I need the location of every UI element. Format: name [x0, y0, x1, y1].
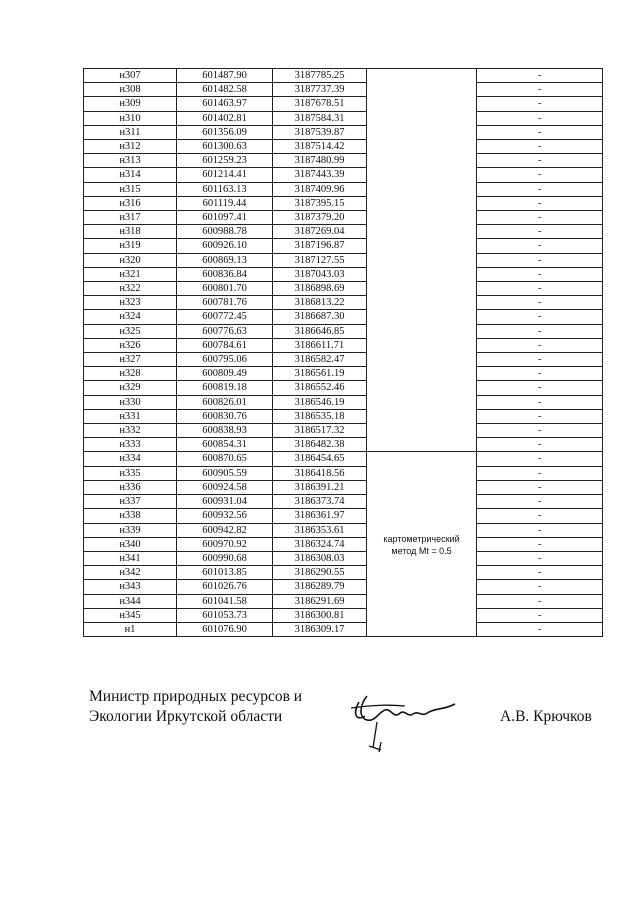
coord-y-cell: 3186309.17	[273, 622, 367, 636]
point-id-cell: н322	[84, 282, 177, 296]
coord-x-cell: 600826.01	[177, 395, 273, 409]
point-id-cell: н324	[84, 310, 177, 324]
coord-y-cell: 3187539.87	[273, 125, 367, 139]
dash-cell: -	[477, 353, 603, 367]
coord-x-cell: 601402.81	[177, 111, 273, 125]
coord-y-cell: 3187514.42	[273, 140, 367, 154]
dash-cell: -	[477, 69, 603, 83]
dash-cell: -	[477, 480, 603, 494]
table-row	[84, 140, 603, 154]
point-id-cell: н308	[84, 83, 177, 97]
point-id-cell: н312	[84, 140, 177, 154]
point-id-cell: н328	[84, 367, 177, 381]
coord-x-cell: 600772.45	[177, 310, 273, 324]
coord-y-cell: 3186561.19	[273, 367, 367, 381]
table-row	[84, 239, 603, 253]
coord-x-cell: 600926.10	[177, 239, 273, 253]
coord-y-cell: 3187043.03	[273, 267, 367, 281]
coord-y-cell: 3186552.46	[273, 381, 367, 395]
coord-y-cell: 3186361.97	[273, 509, 367, 523]
table-row	[84, 111, 603, 125]
coord-y-cell: 3187678.51	[273, 97, 367, 111]
handwritten-signature	[345, 688, 465, 758]
coord-y-cell: 3186391.21	[273, 480, 367, 494]
point-id-cell: н318	[84, 225, 177, 239]
coord-y-cell: 3186373.74	[273, 495, 367, 509]
coord-x-cell: 600990.68	[177, 551, 273, 565]
point-id-cell: н343	[84, 580, 177, 594]
coord-y-cell: 3187196.87	[273, 239, 367, 253]
coord-y-cell: 3186646.85	[273, 324, 367, 338]
dash-cell: -	[477, 125, 603, 139]
table-row	[84, 509, 603, 523]
signature-block	[89, 687, 302, 727]
dash-cell: -	[477, 225, 603, 239]
coord-y-cell: 3186290.55	[273, 566, 367, 580]
table-row	[84, 97, 603, 111]
dash-cell: -	[477, 239, 603, 253]
dash-cell: -	[477, 97, 603, 111]
coord-y-cell: 3186482.38	[273, 438, 367, 452]
coord-x-cell: 600801.70	[177, 282, 273, 296]
coord-y-cell: 3187584.31	[273, 111, 367, 125]
table-row	[84, 523, 603, 537]
dash-cell: -	[477, 452, 603, 466]
table-row	[84, 168, 603, 182]
table-row	[84, 338, 603, 352]
signer-name: А.В. Крючков	[500, 708, 592, 725]
table-row	[84, 537, 603, 551]
dash-cell: -	[477, 566, 603, 580]
table-row	[84, 296, 603, 310]
table-row	[84, 182, 603, 196]
table-row	[84, 225, 603, 239]
point-id-cell: н332	[84, 424, 177, 438]
coord-y-cell: 3186582.47	[273, 353, 367, 367]
coord-x-cell: 600870.65	[177, 452, 273, 466]
dash-cell: -	[477, 537, 603, 551]
coord-x-cell: 601097.41	[177, 211, 273, 225]
coord-x-cell: 601482.58	[177, 83, 273, 97]
table-row	[84, 438, 603, 452]
coord-y-cell: 3187269.04	[273, 225, 367, 239]
point-id-cell: н344	[84, 594, 177, 608]
signer-position-line2: Экологии Иркутской области	[89, 708, 283, 725]
coord-y-cell: 3186353.61	[273, 523, 367, 537]
point-id-cell: н336	[84, 480, 177, 494]
signer-position-line1: Министр природных ресурсов и	[89, 688, 303, 705]
point-id-cell: н341	[84, 551, 177, 565]
coord-y-cell: 3186289.79	[273, 580, 367, 594]
dash-cell: -	[477, 324, 603, 338]
dash-cell: -	[477, 424, 603, 438]
dash-cell: -	[477, 580, 603, 594]
dash-cell: -	[477, 622, 603, 636]
table-row	[84, 495, 603, 509]
table-row	[84, 310, 603, 324]
coord-x-cell: 600924.58	[177, 480, 273, 494]
table-row	[84, 580, 603, 594]
point-id-cell: н317	[84, 211, 177, 225]
point-id-cell: н1	[84, 622, 177, 636]
coord-y-cell: 3187395.15	[273, 196, 367, 210]
point-id-cell: н321	[84, 267, 177, 281]
dash-cell: -	[477, 608, 603, 622]
point-id-cell: н327	[84, 353, 177, 367]
coord-x-cell: 601013.85	[177, 566, 273, 580]
dash-cell: -	[477, 168, 603, 182]
dash-cell: -	[477, 367, 603, 381]
point-id-cell: н334	[84, 452, 177, 466]
coord-y-cell: 3186454.65	[273, 452, 367, 466]
table-row	[84, 594, 603, 608]
coord-y-cell: 3187443.39	[273, 168, 367, 182]
method-accuracy: метод Mt = 0.5	[391, 546, 452, 557]
coord-y-cell: 3187785.25	[273, 69, 367, 83]
point-id-cell: н325	[84, 324, 177, 338]
coord-x-cell: 601076.90	[177, 622, 273, 636]
point-id-cell: н329	[84, 381, 177, 395]
coord-y-cell: 3187737.39	[273, 83, 367, 97]
coord-x-cell: 601259.23	[177, 154, 273, 168]
point-id-cell: н342	[84, 566, 177, 580]
coord-x-cell: 600932.56	[177, 509, 273, 523]
coordinate-table	[83, 68, 603, 637]
coord-y-cell: 3186308.03	[273, 551, 367, 565]
coord-y-cell: 3187480.99	[273, 154, 367, 168]
table-row	[84, 608, 603, 622]
coord-y-cell: 3186517.32	[273, 424, 367, 438]
dash-cell: -	[477, 495, 603, 509]
coord-x-cell: 600830.76	[177, 409, 273, 423]
dash-cell: -	[477, 83, 603, 97]
coord-x-cell: 600784.61	[177, 338, 273, 352]
table-row	[84, 353, 603, 367]
coord-x-cell: 601053.73	[177, 608, 273, 622]
coord-y-cell: 3186898.69	[273, 282, 367, 296]
table-row	[84, 196, 603, 210]
method-label: картометрический	[383, 534, 460, 545]
coord-y-cell: 3186418.56	[273, 466, 367, 480]
coord-y-cell: 3186687.30	[273, 310, 367, 324]
dash-cell: -	[477, 140, 603, 154]
coord-x-cell: 600819.18	[177, 381, 273, 395]
point-id-cell: н315	[84, 182, 177, 196]
point-id-cell: н323	[84, 296, 177, 310]
dash-cell: -	[477, 466, 603, 480]
coord-x-cell: 601026.76	[177, 580, 273, 594]
point-id-cell: н310	[84, 111, 177, 125]
table-row	[84, 452, 603, 466]
point-id-cell: н339	[84, 523, 177, 537]
coord-x-cell: 600781.76	[177, 296, 273, 310]
table-row	[84, 480, 603, 494]
table-row	[84, 253, 603, 267]
point-id-cell: н333	[84, 438, 177, 452]
dash-cell: -	[477, 111, 603, 125]
coordinate-table-body	[84, 69, 603, 637]
coord-x-cell: 601119.44	[177, 196, 273, 210]
method-cell	[367, 452, 477, 637]
table-row	[84, 267, 603, 281]
table-row	[84, 83, 603, 97]
coord-x-cell: 600809.49	[177, 367, 273, 381]
coord-y-cell: 3186611.71	[273, 338, 367, 352]
dash-cell: -	[477, 594, 603, 608]
coord-x-cell: 601487.90	[177, 69, 273, 83]
coord-y-cell: 3186546.19	[273, 395, 367, 409]
table-row	[84, 367, 603, 381]
coord-x-cell: 600836.84	[177, 267, 273, 281]
point-id-cell: н313	[84, 154, 177, 168]
dash-cell: -	[477, 509, 603, 523]
coord-x-cell: 600854.31	[177, 438, 273, 452]
coord-x-cell: 601300.63	[177, 140, 273, 154]
dash-cell: -	[477, 253, 603, 267]
point-id-cell: н331	[84, 409, 177, 423]
point-id-cell: н345	[84, 608, 177, 622]
point-id-cell: н311	[84, 125, 177, 139]
coord-x-cell: 601356.09	[177, 125, 273, 139]
dash-cell: -	[477, 338, 603, 352]
dash-cell: -	[477, 310, 603, 324]
table-row	[84, 324, 603, 338]
table-row	[84, 622, 603, 636]
table-row	[84, 125, 603, 139]
table-row	[84, 381, 603, 395]
dash-cell: -	[477, 438, 603, 452]
coord-x-cell: 600869.13	[177, 253, 273, 267]
point-id-cell: н319	[84, 239, 177, 253]
point-id-cell: н337	[84, 495, 177, 509]
dash-cell: -	[477, 154, 603, 168]
dash-cell: -	[477, 381, 603, 395]
coord-x-cell: 600988.78	[177, 225, 273, 239]
coord-x-cell: 600942.82	[177, 523, 273, 537]
point-id-cell: н316	[84, 196, 177, 210]
dash-cell: -	[477, 211, 603, 225]
method-cell-empty	[367, 69, 477, 452]
point-id-cell: н335	[84, 466, 177, 480]
coord-x-cell: 601214.41	[177, 168, 273, 182]
dash-cell: -	[477, 182, 603, 196]
table-row	[84, 395, 603, 409]
dash-cell: -	[477, 409, 603, 423]
coord-y-cell: 3187409.96	[273, 182, 367, 196]
point-id-cell: н314	[84, 168, 177, 182]
table-row	[84, 566, 603, 580]
point-id-cell: н309	[84, 97, 177, 111]
coord-x-cell: 600905.59	[177, 466, 273, 480]
dash-cell: -	[477, 551, 603, 565]
coord-y-cell: 3186324.74	[273, 537, 367, 551]
dash-cell: -	[477, 267, 603, 281]
coord-y-cell: 3186813.22	[273, 296, 367, 310]
point-id-cell: н330	[84, 395, 177, 409]
dash-cell: -	[477, 523, 603, 537]
table-row	[84, 409, 603, 423]
table-row	[84, 466, 603, 480]
coord-y-cell: 3187127.55	[273, 253, 367, 267]
point-id-cell: н326	[84, 338, 177, 352]
coord-x-cell: 601163.13	[177, 182, 273, 196]
coord-x-cell: 600776.63	[177, 324, 273, 338]
point-id-cell: н340	[84, 537, 177, 551]
coord-y-cell: 3186535.18	[273, 409, 367, 423]
coord-y-cell: 3186300.81	[273, 608, 367, 622]
coord-y-cell: 3186291.69	[273, 594, 367, 608]
point-id-cell: н320	[84, 253, 177, 267]
coord-y-cell: 3187379.20	[273, 211, 367, 225]
table-row	[84, 424, 603, 438]
table-row	[84, 211, 603, 225]
table-row	[84, 69, 603, 83]
coord-x-cell: 601041.58	[177, 594, 273, 608]
point-id-cell: н338	[84, 509, 177, 523]
coord-x-cell: 600795.06	[177, 353, 273, 367]
dash-cell: -	[477, 296, 603, 310]
table-row	[84, 154, 603, 168]
coord-x-cell: 600970.92	[177, 537, 273, 551]
table-row	[84, 551, 603, 565]
coord-x-cell: 601463.97	[177, 97, 273, 111]
coord-x-cell: 600838.93	[177, 424, 273, 438]
dash-cell: -	[477, 282, 603, 296]
dash-cell: -	[477, 395, 603, 409]
table-row	[84, 282, 603, 296]
dash-cell: -	[477, 196, 603, 210]
coord-x-cell: 600931.04	[177, 495, 273, 509]
point-id-cell: н307	[84, 69, 177, 83]
